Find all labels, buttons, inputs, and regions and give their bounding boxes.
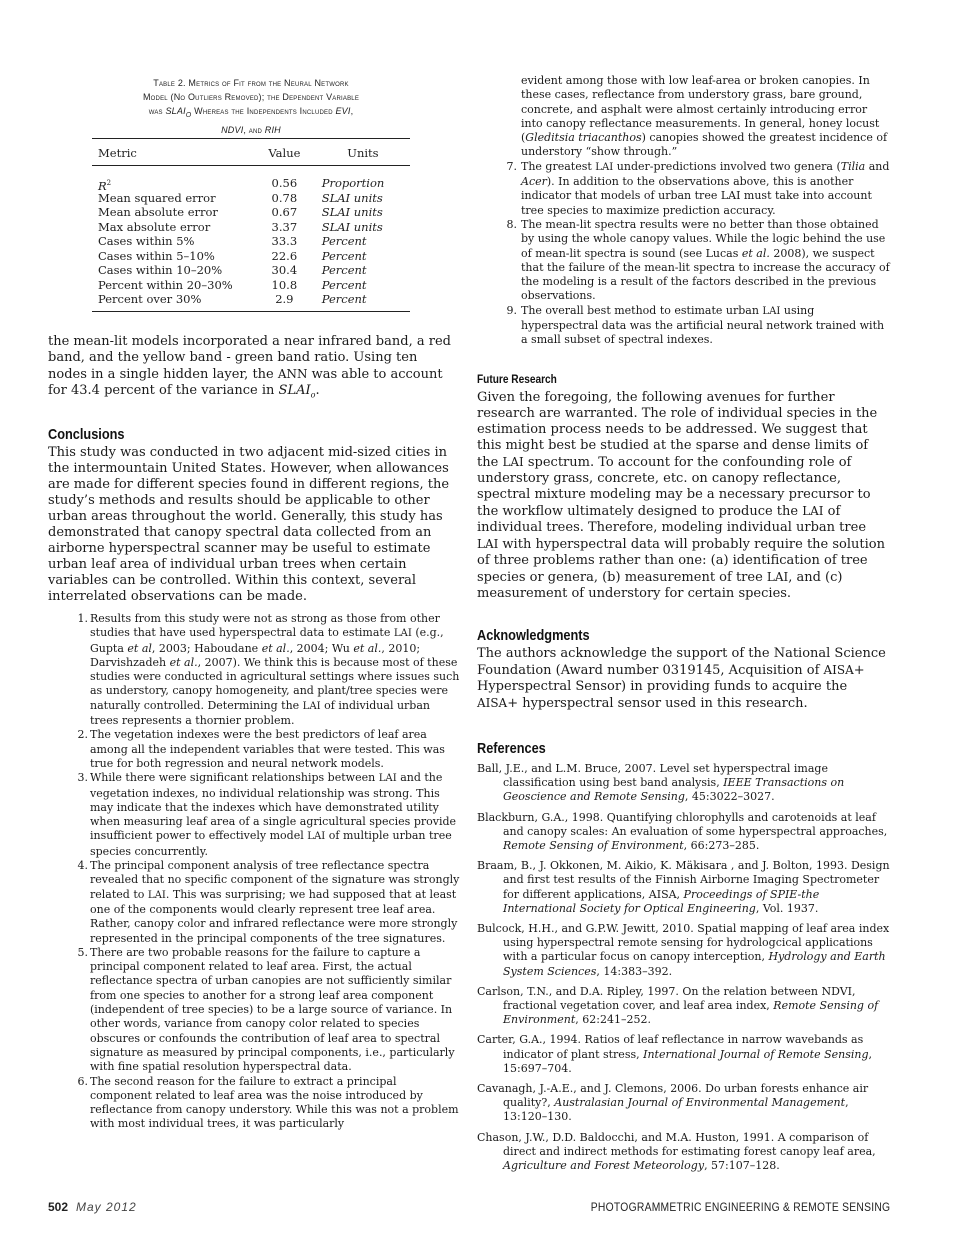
- future-research-paragraph: Given the foregoing, the following avenues for further research are warranted. The role of individual species in the estimation process needs to be addressed. We suggest that this might best be studied at the sparse and dense limits of the LAI spectrum. To account for the confounding role of understory grass, concrete, etc. on canopy reflectance, spectral mixture modeling may be a necessary precursor to the workflow ultimately designed to produce the LAI of individual trees. Therefore, modeling individual urban tree LAI with hyperspectral data will probably require the solution of three problems rather than one: (a) identification of tree species or genera, (b) measurement of tree LAI, and (c) measurement of understory for certain species.: [477, 390, 885, 601]
- table-cell-units: SLAI units: [321, 190, 383, 205]
- table-cell-metric: $R^2$: [98, 178, 112, 193]
- conclusions-paragraph: This study was conducted in two adjacent mid-sized cities in the intermountain United States. However, when allowances are made for different species found in different regions, the study’s methods and results should be applicable to other urban areas throughout the world. Generally, this study has demonstrated that canopy spectral data collected from an airborne hyperspectral scanner may be useful to estimate urban leaf area of individual urban trees when certain variables can be controlled. Within this context, several interrelated observations can be made.: [48, 445, 450, 604]
- table-caption-line-3: was $SLAI_O$ Whereas the Independents Included EVI,: [148, 106, 354, 119]
- list-item: 6. The second reason for the failure to extract a principal component related to leaf area was the noise introduced by reflectance from canopy understory. While this was not a problem with most individual trees, it was particularly: [77, 1074, 459, 1131]
- references-list: [477, 762, 891, 1179]
- table-cell-value: 0.67: [271, 205, 298, 219]
- table-row: [92, 205, 410, 220]
- reference-entry: Chason, J.W., D.D. Baldocchi, and M.A. Huston, 1991. A comparison of direct and indirect methods for estimating forest canopy leaf area, Agriculture and Forest Meteorology, 57:107–128.: [477, 1130, 876, 1173]
- table-row: [92, 234, 410, 249]
- table-cell-units: Percent: [321, 234, 367, 248]
- reference-entry: Carlson, T.N., and D.A. Ripley, 1997. On the relation between NDVI, fractional vegetation cover, and leaf area index, Remote Sensing of Environment, 62:241–252.: [477, 984, 879, 1027]
- table-cell-units: Proportion: [321, 176, 385, 190]
- table-row: [92, 176, 410, 191]
- table-bottom-rule: [92, 311, 410, 312]
- table-row: [92, 292, 410, 307]
- table-cell-value: 33.3: [271, 234, 298, 248]
- table-caption-line-4: NDVI, and RIH: [221, 124, 281, 135]
- page-number: 502: [48, 1200, 69, 1214]
- reference-entry: Cavanagh, J.-A.E., and J. Clemons, 2006. Do urban forests enhance air quality?, Australasian Journal of Environmental Management, 13:120–130.: [477, 1082, 869, 1124]
- list-item: 5. There are two probable reasons for the failure to capture a principal component related to leaf area. First, the actual reflectance spectra of urban canopies are not sufficiently similar from one species to another for a strong leaf area component (independent of tree species) to be a large source of variance. In other words, variance from canopy color related to species obscures or confounds the contribution of leaf area to spectral signature as measured by principal components, i.e., particularly with fine spatial resolution hyperspectral data.: [77, 945, 455, 1074]
- table-cell-units: SLAI units: [321, 219, 383, 234]
- list-item: 2. The vegetation indexes were the best predictors of leaf area among all the independent variables that were tested. This was true for both regression and neural network models.: [77, 728, 445, 770]
- list-item: 9. The overall best method to estimate urban LAI using hyperspectral data was the artificial neural network trained with a small subset of spectral indexes.: [506, 303, 885, 347]
- future-research-heading: Future Research: [477, 374, 557, 386]
- page-footer: [48, 1200, 890, 1216]
- acknowledgments-heading: Acknowledgments: [477, 627, 590, 644]
- table-cell-metric: Cases within 5%: [98, 234, 195, 248]
- table-header-metric: Metric: [98, 146, 137, 160]
- references-heading: References: [477, 740, 546, 757]
- table-cell-value: 10.8: [271, 277, 298, 292]
- table-cell-units: Percent: [321, 263, 367, 277]
- observations-list: [48, 612, 460, 1132]
- table-cell-units: Percent: [321, 248, 367, 263]
- table-cell-value: 2.9: [275, 292, 294, 306]
- table-cell-metric: Mean absolute error: [98, 205, 218, 219]
- journal-name: PHOTOGRAMMETRIC ENGINEERING & REMOTE SENSING: [590, 1200, 890, 1214]
- table-header-units: Units: [347, 146, 379, 160]
- observations-list-continued: [477, 74, 891, 348]
- table-cell-metric: Max absolute error: [98, 219, 211, 234]
- table-caption: [92, 76, 410, 137]
- reference-entry: Bulcock, H.H., and G.P.W. Jewitt, 2010. Spatial mapping of leaf area index using hyperspectral remote sensing for hydrologcical applications with a particular focus on canopy interception, Hydrology and Earth System Sciences, 14:383–392.: [477, 922, 890, 978]
- list-item: 4. The principal component analysis of tree reflectance spectra revealed that no specific component of the signature was strongly related to LAI. This was surprising; we had supposed that at least one of the components would clearly represent tree leaf area. Rather, canopy color and infrared reflectance were more strongly represented in the principal components of the tree signatures.: [77, 859, 460, 945]
- table-cell-units: Percent: [321, 292, 367, 306]
- table-cell-metric: Percent within 20–30%: [98, 277, 233, 292]
- table-cell-units: SLAI units: [321, 205, 383, 219]
- metrics-table: [92, 138, 410, 312]
- table-caption-line-1: Table 2. Metrics of Fit from the Neural Network: [153, 78, 349, 88]
- list-item: 3. While there were significant relationships between LAI and the vegetation indexes, no individual relationship was strong. This may indicate that the indexes which have demonstrated utility when measuring leaf area of a single agricultural species provide insufficient power to effectively model LAI of multiple urban tree species concurrently.: [77, 771, 457, 858]
- reference-entry: Ball, J.E., and L.M. Bruce, 2007. Level set hyperspectral image classification using best band analysis, IEEE Transactions on Geoscience and Remote Sensing, 45:3022–3027.: [477, 762, 845, 804]
- table-cell-metric: Cases within 10–20%: [98, 263, 223, 277]
- r-squared-superscript: 2: [106, 179, 112, 187]
- intro-paragraph: the mean-lit models incorporated a near infrared band, a red band, and the yellow band - green band ratio. Using ten nodes in a single hidden layer, the ANN was able to account for 43.4 percent of the variance in $SLAI_o$.: [48, 334, 451, 400]
- table-row: [92, 191, 410, 206]
- list-item: 8. The mean-lit spectra results were no better than those obtained by using the whole canopy values. While the logic behind the use of mean-lit spectra is sound (see Lucas et al. 2008), we suspect that the failure of the mean-lit spectra to increase the accuracy of the modeling is a result of the factors described in the previous observations.: [506, 217, 890, 303]
- table-cell-units: Percent: [321, 277, 367, 292]
- list-item: 1. Results from this study were not as strong as those from other studies that have used hyperspectral data to estimate LAI (e.g., Gupta et al, 2003; Haboudane et al., 2004; Wu et al., 2010; Darvishzadeh et al., 2007). We think this is because most of these studies were conducted in agricultural settings where issues such as understory, canopy homogeneity, and plant/tree species were naturally controlled. Determining the LAI of individual urban trees represents a thornier problem.: [77, 612, 460, 728]
- table-row: [92, 278, 410, 293]
- acknowledgments-paragraph: The authors acknowledge the support of the National Science Foundation (Award number 0319145, Acquisition of AISA+ Hyperspectral Sensor) in providing funds to acquire the AISA+ hyperspectral sensor used in this research.: [477, 646, 886, 711]
- table-cell-value: 22.6: [271, 248, 298, 263]
- issue-date: May 2012: [76, 1200, 137, 1214]
- list-item: 7. The greatest LAI under-predictions involved two genera (Tilia and Acer). In addition to the observations above, this is another indicator that models of urban tree LAI must take into account tree species to maximize prediction accuracy.: [506, 159, 890, 217]
- table-row: [92, 249, 410, 264]
- conclusions-heading: Conclusions: [48, 426, 125, 443]
- table-cell-metric: Mean squared error: [98, 190, 216, 205]
- table-cell-value: 3.37: [271, 219, 298, 234]
- reference-entry: Carter, G.A., 1994. Ratios of leaf reflectance in narrow wavebands as indicator of plant stress, International Journal of Remote Sensing, 15:697–704.: [477, 1033, 873, 1075]
- table-row: [92, 220, 410, 235]
- table-cell-value: 0.78: [271, 190, 298, 205]
- table-header-row: [92, 139, 410, 161]
- list-item: evident among those with low leaf-area or broken canopies. In these cases, reflectance from understory grass, bare ground, concrete, and asphalt were almost certainly introducing error into canopy reflectance measurements. In general, honey locust (Gleditsia triacanthos) canopies showed the greatest incidence of understory “show through.”: [521, 74, 888, 159]
- reference-entry: Braam, B., J. Okkonen, M. Aikio, K. Mäkisara , and J. Bolton, 1993. Design and first test results of the Finnish Airborne Imaging Spectrometer for different applications, AISA, Proceedings of SPIE-the International Society for Optical Engineering, Vol. 1937.: [477, 859, 890, 915]
- table-body: [92, 176, 410, 307]
- table-row: [92, 263, 410, 278]
- table-cell-value: 0.56: [271, 176, 298, 190]
- table-header-value: Value: [268, 146, 301, 160]
- reference-entry: Blackburn, G.A., 1998. Quantifying chlorophylls and carotenoids at leaf and canopy scales: An evaluation of some hyperspectral approaches, Remote Sensing of Environment, 66:273–285.: [477, 810, 888, 853]
- table-cell-value: 30.4: [271, 263, 298, 277]
- table-cell-metric: Percent over 30%: [98, 292, 202, 306]
- table-cell-metric: Cases within 5–10%: [98, 248, 215, 263]
- table-caption-line-2: Model (No Outliers Removed); the Dependent Variable: [142, 92, 360, 102]
